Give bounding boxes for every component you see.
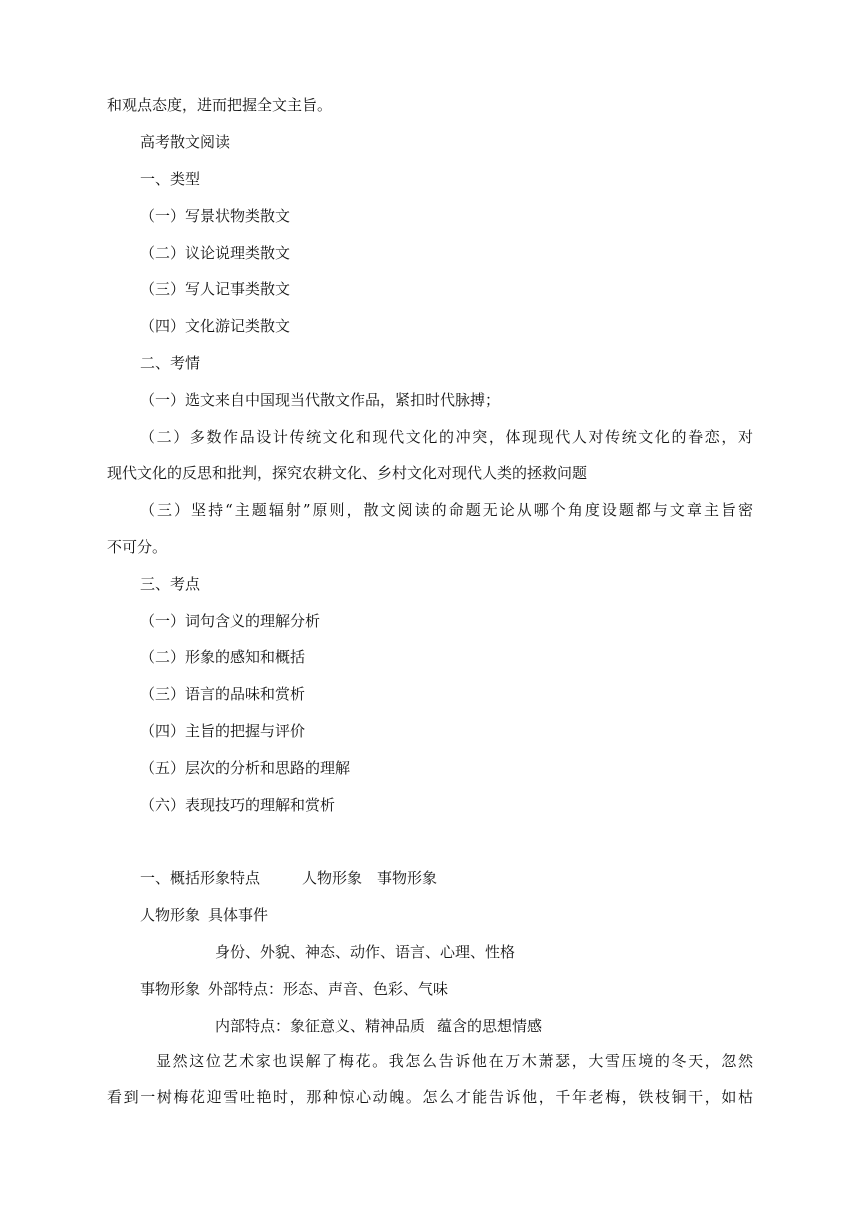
list-item: （三）语言的品味和赏析: [140, 685, 306, 703]
outline-person-event: 具体事件: [208, 906, 269, 924]
outline-object-external: 外部特点：形态、声音、色彩、气味: [208, 980, 449, 998]
outline-heading: 一、概括形象特点: [140, 869, 261, 887]
section-title: 高考散文阅读: [140, 133, 231, 151]
text-line: 和观点态度，进而把握全文主旨。: [107, 96, 333, 114]
list-item: （三）写人记事类散文: [140, 280, 291, 298]
list-item: （二）形象的感知和概括: [140, 648, 306, 666]
list-item: （五）层次的分析和思路的理解: [140, 759, 351, 777]
text-line: 现代文化的反思和批判，探究农耕文化、乡村文化对现代人类的拯救问题: [107, 464, 588, 482]
outline-type-object: 事物形象: [377, 869, 438, 887]
passage-line: 看到一树梅花迎雪吐艳时，那种惊心动魄。怎么才能告诉他，千年老梅，铁枝铜干，如枯: [107, 1088, 753, 1106]
outline-heading-row: [140, 868, 437, 888]
section-heading: 二、考情: [140, 354, 201, 372]
outline-person-traits: 身份、外貌、神态、动作、语言、心理、性格: [215, 943, 516, 961]
outline-object-internal-row: [215, 1016, 542, 1036]
outline-object-row: [140, 979, 448, 999]
list-item: （二）议论说理类散文: [140, 244, 291, 262]
list-item: （六）表现技巧的理解和赏析: [140, 796, 336, 814]
section-heading: 三、考点: [140, 575, 201, 593]
outline-object-label: 事物形象: [140, 980, 201, 998]
list-item: （四）文化游记类散文: [140, 317, 291, 335]
list-item: （三）坚持“主题辐射”原则，散文阅读的命题无论从哪个角度设题都与文章主旨密: [140, 501, 753, 519]
list-item: （一）选文来自中国现当代散文作品，紧扣时代脉搏；: [140, 391, 501, 409]
list-item: （一）写景状物类散文: [140, 207, 291, 225]
outline-object-internal-b: 蕴含的思想情感: [437, 1017, 543, 1035]
outline-person-row: [140, 905, 268, 925]
list-item: （一）词句含义的理解分析: [140, 612, 321, 630]
outline-object-internal-a: 内部特点：象征意义、精神品质: [215, 1017, 426, 1035]
section-heading: 一、类型: [140, 170, 201, 188]
list-item: （二）多数作品设计传统文化和现代文化的冲突，体现现代人对传统文化的眷恋，对: [140, 428, 753, 446]
outline-type-person: 人物形象: [302, 869, 363, 887]
text-line: 不可分。: [107, 538, 168, 556]
outline-person-label: 人物形象: [140, 906, 201, 924]
list-item: （四）主旨的把握与评价: [140, 722, 306, 740]
passage-line: 显然这位艺术家也误解了梅花。我怎么告诉他在万木萧瑟，大雪压境的冬天，忽然: [156, 1052, 753, 1070]
